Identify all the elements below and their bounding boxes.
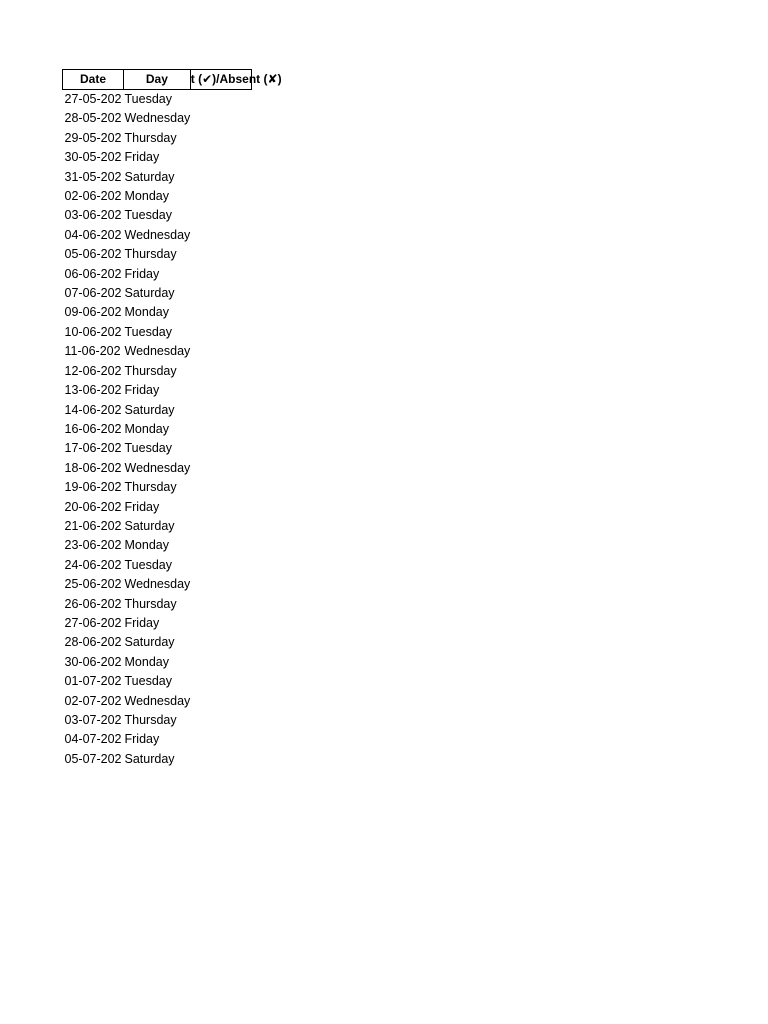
status-cell[interactable] (190, 692, 251, 711)
table-row (63, 536, 252, 555)
table-row (63, 498, 252, 517)
date-cell[interactable]: 12-06-202 (64, 363, 122, 378)
table-row (63, 730, 252, 749)
status-cell[interactable] (190, 362, 251, 381)
status-cell[interactable] (190, 245, 251, 264)
table-row (63, 614, 252, 633)
date-cell[interactable]: 17-06-202 (64, 441, 122, 456)
status-cell[interactable] (190, 536, 251, 555)
date-cell[interactable]: 11-06-202 (64, 344, 121, 359)
status-cell[interactable] (190, 323, 251, 342)
date-cell[interactable]: 27-05-202 (64, 92, 122, 106)
day-column-header: Day (124, 70, 191, 90)
date-column-header: Date (63, 70, 124, 90)
status-cell[interactable] (190, 381, 251, 400)
date-cell[interactable]: 07-06-202 (64, 286, 122, 301)
day-cell[interactable]: Wednesday (124, 693, 191, 708)
day-cell[interactable]: Saturday (124, 286, 175, 301)
date-cell[interactable]: 03-06-202 (64, 208, 122, 223)
status-cell[interactable] (190, 575, 251, 594)
table-row (63, 187, 252, 206)
table-row (63, 633, 252, 652)
status-cell[interactable] (190, 342, 251, 361)
day-cell[interactable]: Thursday (124, 713, 177, 727)
status-cell[interactable] (190, 556, 251, 575)
status-cell[interactable] (190, 206, 251, 225)
status-cell[interactable] (190, 420, 251, 439)
attendance-table (62, 69, 282, 769)
status-cell[interactable] (190, 653, 251, 672)
status-cell[interactable] (190, 129, 251, 148)
status-cell[interactable] (190, 595, 251, 614)
table-row (63, 168, 252, 187)
date-cell[interactable]: 09-06-202 (64, 305, 122, 320)
status-cell[interactable] (190, 303, 251, 322)
date-cell[interactable]: 02-06-202 (64, 189, 122, 204)
table-row (63, 750, 252, 769)
date-cell[interactable]: 20-06-202 (64, 499, 122, 514)
date-cell[interactable]: 30-05-202 (64, 150, 122, 165)
table-row (63, 575, 252, 594)
status-cell[interactable] (190, 478, 251, 497)
day-cell[interactable]: Wednesday (124, 460, 191, 475)
day-cell[interactable]: Thursday (124, 130, 177, 145)
day-cell[interactable]: Tuesday (124, 324, 172, 339)
date-cell[interactable]: 30-06-202 (64, 654, 122, 669)
attendance-sheet (62, 69, 282, 769)
table-row (63, 90, 252, 110)
status-cell[interactable] (190, 187, 251, 206)
day-cell[interactable]: Thursday (124, 247, 177, 262)
status-cell[interactable] (190, 711, 251, 730)
day-cell[interactable]: Friday (124, 266, 160, 281)
date-cell[interactable]: 24-06-202 (64, 557, 122, 572)
table-row (63, 148, 252, 167)
date-cell[interactable]: 02-07-202 (64, 693, 122, 708)
status-cell[interactable] (190, 614, 251, 633)
day-cell[interactable]: Wednesday (124, 227, 191, 242)
day-cell[interactable]: Tuesday (124, 674, 172, 689)
day-cell[interactable]: Friday (124, 732, 160, 747)
status-column-header (190, 70, 282, 90)
status-cell[interactable] (190, 439, 251, 458)
status-cell[interactable] (190, 148, 251, 167)
day-cell[interactable]: Tuesday (124, 441, 172, 456)
day-cell[interactable]: Wednesday (124, 577, 191, 592)
table-row (63, 478, 252, 497)
status-cell[interactable] (190, 265, 251, 284)
date-cell[interactable]: 05-07-202 (64, 751, 122, 766)
status-cell[interactable] (190, 401, 251, 420)
date-cell[interactable]: 29-05-202 (64, 130, 122, 145)
table-row (63, 245, 252, 264)
table-row (63, 653, 252, 672)
table-row (63, 129, 252, 148)
date-cell[interactable]: 04-07-202 (64, 732, 122, 747)
table-row (63, 711, 252, 730)
date-cell[interactable]: 04-06-202 (64, 227, 122, 242)
day-cell[interactable]: Thursday (124, 363, 177, 378)
status-cell[interactable] (190, 90, 251, 110)
date-cell[interactable]: 25-06-202 (64, 577, 122, 592)
day-cell[interactable]: Saturday (124, 169, 175, 184)
table-row (63, 381, 252, 400)
day-cell[interactable]: Saturday (124, 635, 175, 650)
status-cell[interactable] (190, 226, 251, 245)
date-cell[interactable]: 18-06-202 (64, 460, 122, 475)
table-row (63, 439, 252, 458)
table-row (63, 420, 252, 439)
date-cell[interactable]: 31-05-202 (64, 169, 122, 184)
date-cell[interactable]: 26-06-202 (64, 596, 122, 611)
date-cell[interactable]: 01-07-202 (64, 674, 122, 689)
status-cell[interactable] (190, 517, 251, 536)
table-row (63, 692, 252, 711)
day-cell[interactable]: Saturday (124, 518, 175, 533)
date-cell[interactable]: 28-06-202 (64, 635, 122, 650)
status-cell[interactable] (190, 284, 251, 303)
table-row (63, 206, 252, 225)
day-cell[interactable]: Tuesday (124, 92, 172, 106)
table-row (63, 109, 252, 128)
table-header (63, 70, 282, 90)
table-row (63, 459, 252, 478)
day-cell[interactable]: Friday (124, 615, 160, 630)
status-cell[interactable] (190, 672, 251, 691)
day-cell[interactable]: Wednesday (124, 111, 191, 126)
table-row (63, 517, 252, 536)
status-cell[interactable] (190, 750, 251, 769)
table-row (63, 595, 252, 614)
table-row (63, 265, 252, 284)
day-cell[interactable]: Thursday (124, 480, 177, 495)
day-cell[interactable]: Wednesday (124, 344, 191, 359)
table-row (63, 303, 252, 322)
table-row (63, 226, 252, 245)
day-cell[interactable]: Monday (124, 421, 169, 436)
date-cell[interactable]: 23-06-202 (64, 538, 122, 553)
date-cell[interactable]: 10-06-202 (64, 324, 122, 339)
table-row (63, 362, 252, 381)
status-cell[interactable] (190, 730, 251, 749)
table-row (63, 323, 252, 342)
date-cell[interactable]: 16-06-202 (64, 421, 122, 436)
table-row (63, 284, 252, 303)
day-cell[interactable]: Tuesday (124, 557, 172, 572)
day-cell[interactable]: Monday (124, 305, 169, 320)
table-row (63, 342, 252, 361)
date-cell[interactable]: 03-07-202 (64, 713, 122, 727)
date-cell[interactable]: 21-06-202 (64, 518, 122, 533)
status-cell[interactable] (190, 498, 251, 517)
day-cell[interactable]: Thursday (124, 596, 177, 611)
date-cell[interactable]: 06-06-202 (64, 266, 122, 281)
status-cell[interactable] (190, 459, 251, 478)
day-cell[interactable]: Monday (124, 189, 169, 204)
date-cell[interactable]: 27-06-202 (64, 615, 122, 630)
day-cell[interactable]: Tuesday (124, 208, 172, 223)
day-cell[interactable]: Saturday (124, 402, 175, 417)
table-row (63, 556, 252, 575)
table-body (63, 90, 252, 770)
day-cell[interactable]: Friday (124, 150, 160, 165)
status-cell[interactable] (190, 633, 251, 652)
day-cell[interactable]: Saturday (124, 751, 175, 766)
date-cell[interactable]: 13-06-202 (64, 383, 122, 398)
status-cell[interactable] (190, 168, 251, 187)
date-cell[interactable]: 28-05-202 (64, 111, 122, 126)
status-cell[interactable] (190, 109, 251, 128)
date-cell[interactable]: 05-06-202 (64, 247, 122, 262)
day-cell[interactable]: Monday (124, 654, 169, 669)
day-cell[interactable]: Monday (124, 538, 169, 553)
table-row (63, 672, 252, 691)
day-cell[interactable]: Friday (124, 499, 160, 514)
day-cell[interactable]: Friday (124, 383, 160, 398)
date-cell[interactable]: 19-06-202 (64, 480, 122, 495)
status-column-header-label: t (✔)/Absent (✘) (190, 72, 282, 86)
header-row (63, 70, 252, 90)
date-cell[interactable]: 14-06-202 (64, 402, 122, 417)
table-row (63, 401, 252, 420)
